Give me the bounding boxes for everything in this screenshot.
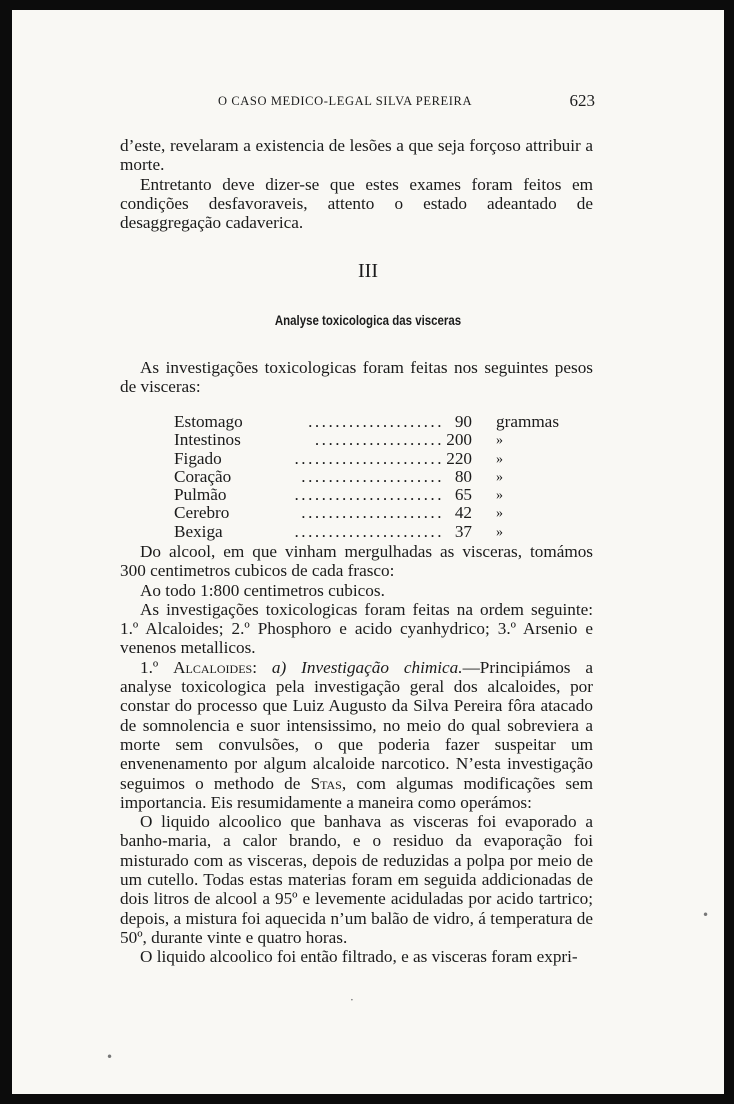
ditto-mark: » — [496, 433, 503, 449]
leader-dots: ................... — [314, 430, 444, 450]
leader-dots: ...................... — [294, 448, 444, 468]
organ-name: Figado — [174, 448, 222, 468]
organ-name: Cerebro — [174, 503, 230, 523]
paragraph-alcool: Do alcool, em que vinham mergulhadas as visceras, tomámos 300 centimetros cubicos de cada frasco: — [120, 542, 593, 581]
table-row — [174, 412, 560, 431]
leader-dots: ...................... — [294, 485, 444, 505]
table-row — [174, 486, 554, 504]
organ-weight: 65 — [454, 485, 472, 505]
subsection-letter: a) — [271, 657, 287, 677]
organ-weight: 220 — [446, 448, 472, 468]
running-header — [218, 91, 595, 110]
section-numeral: III — [358, 260, 378, 282]
leader-dots: ..................... — [301, 466, 444, 486]
paragraph-alcaloides — [120, 658, 593, 812]
paragraph-liquido: O liquido alcoolico que banhava as visceras foi evaporado a banho-maria, a calor brando, e o residuo da evaporação foi misturado com as visceras, depois de reduzidas a polpa por meio de um cutello. Todas estas materias foram em seguida addicionadas de dois litros de alcool a 95º e levemente aciduladas por acido tartrico; depois, a mistura foi aquecida n’um balão de vidro, á temperatura de 50º, durante vinte e quatro horas. — [120, 812, 593, 947]
ditto-mark: » — [496, 506, 503, 522]
organ-name: Intestinos — [174, 430, 241, 450]
paragraph-ordem: As investigações toxicologicas foram feitas na ordem seguinte: 1.º Alcaloides; 2.º Phosphoro e acido cyanhydrico; 3.º Arsenio e venenos metallicos. — [120, 599, 593, 658]
organ-weight: 37 — [454, 521, 472, 541]
organ-weight: 80 — [454, 466, 472, 486]
table-row — [174, 468, 554, 486]
weights-intro — [120, 358, 593, 397]
organ-name: Bexiga — [174, 521, 223, 541]
leader-dots: ..................... — [301, 503, 444, 523]
organ-name: Coração — [174, 466, 232, 486]
table-row — [174, 450, 554, 468]
section-title: Analyse toxicologica das visceras — [274, 312, 462, 328]
intro-paragraph-1: d’este, revelaram a existencia de lesões a que seja forçoso attribuir a morte. — [120, 136, 593, 175]
stas-name: Stas — [310, 773, 342, 793]
alcaloides-label: Alcaloides: — [173, 657, 257, 677]
alcaloides-text-1: —Principiámos a analyse toxicologica pela investigação geral dos alcaloides, por constar do processo que Luiz Augusto da Silva Pereira fôra atacado de somnolencia e suor intensissimo, no meio do qual sobreviera a morte sem convulsões, o que poderia fazer suspeitar um envenenamento por algum alcaloide narcotico. N’esta investigação seguimos o methodo de — [120, 657, 594, 793]
paragraph-final: O liquido alcoolico foi então filtrado, e as visceras foram expri- — [140, 947, 578, 967]
weights-intro-paragraph: As investigações toxicologicas foram feitas nos seguintes pesos de visceras: — [120, 358, 593, 397]
speck-mark: • — [702, 908, 710, 922]
body-text — [120, 542, 593, 967]
organ-weight: 90 — [454, 412, 472, 431]
table-row — [174, 431, 554, 449]
organ-name: Estomago — [174, 412, 243, 431]
speck-mark: • — [106, 1050, 114, 1064]
intro-text — [120, 136, 593, 232]
page-number: 623 — [569, 91, 595, 110]
ditto-mark: » — [496, 451, 503, 467]
ditto-mark: » — [496, 469, 503, 485]
organ-name: Pulmão — [174, 485, 227, 505]
organ-weight: 200 — [446, 430, 472, 450]
table-row — [174, 523, 554, 541]
investigation-title: Investigação chimica. — [301, 657, 463, 677]
alcaloides-text-2: , com algumas modificações sem importancia. Eis resumidamente a maneira como operámos: — [120, 773, 594, 812]
ditto-mark: » — [496, 524, 503, 540]
speck-mark: · — [350, 993, 354, 1007]
leader-dots: ...................... — [294, 521, 444, 541]
item-number: 1.º — [140, 657, 159, 677]
viscera-weights-table — [174, 412, 560, 541]
book-page — [12, 10, 724, 1094]
paragraph-total: Ao todo 1:800 centimetros cubicos. — [140, 580, 385, 600]
intro-paragraph-2: Entretanto deve dizer-se que estes exames foram feitos em condições desfavoraveis, attento o estado adeantado de desaggregação cadaverica. — [120, 174, 593, 233]
running-title: O CASO MEDICO-LEGAL SILVA PEREIRA — [218, 94, 473, 108]
weight-unit: grammas — [496, 412, 560, 431]
ditto-mark: » — [496, 488, 503, 504]
table-row — [174, 504, 554, 522]
leader-dots: .................... — [308, 412, 444, 431]
organ-weight: 42 — [454, 503, 472, 523]
